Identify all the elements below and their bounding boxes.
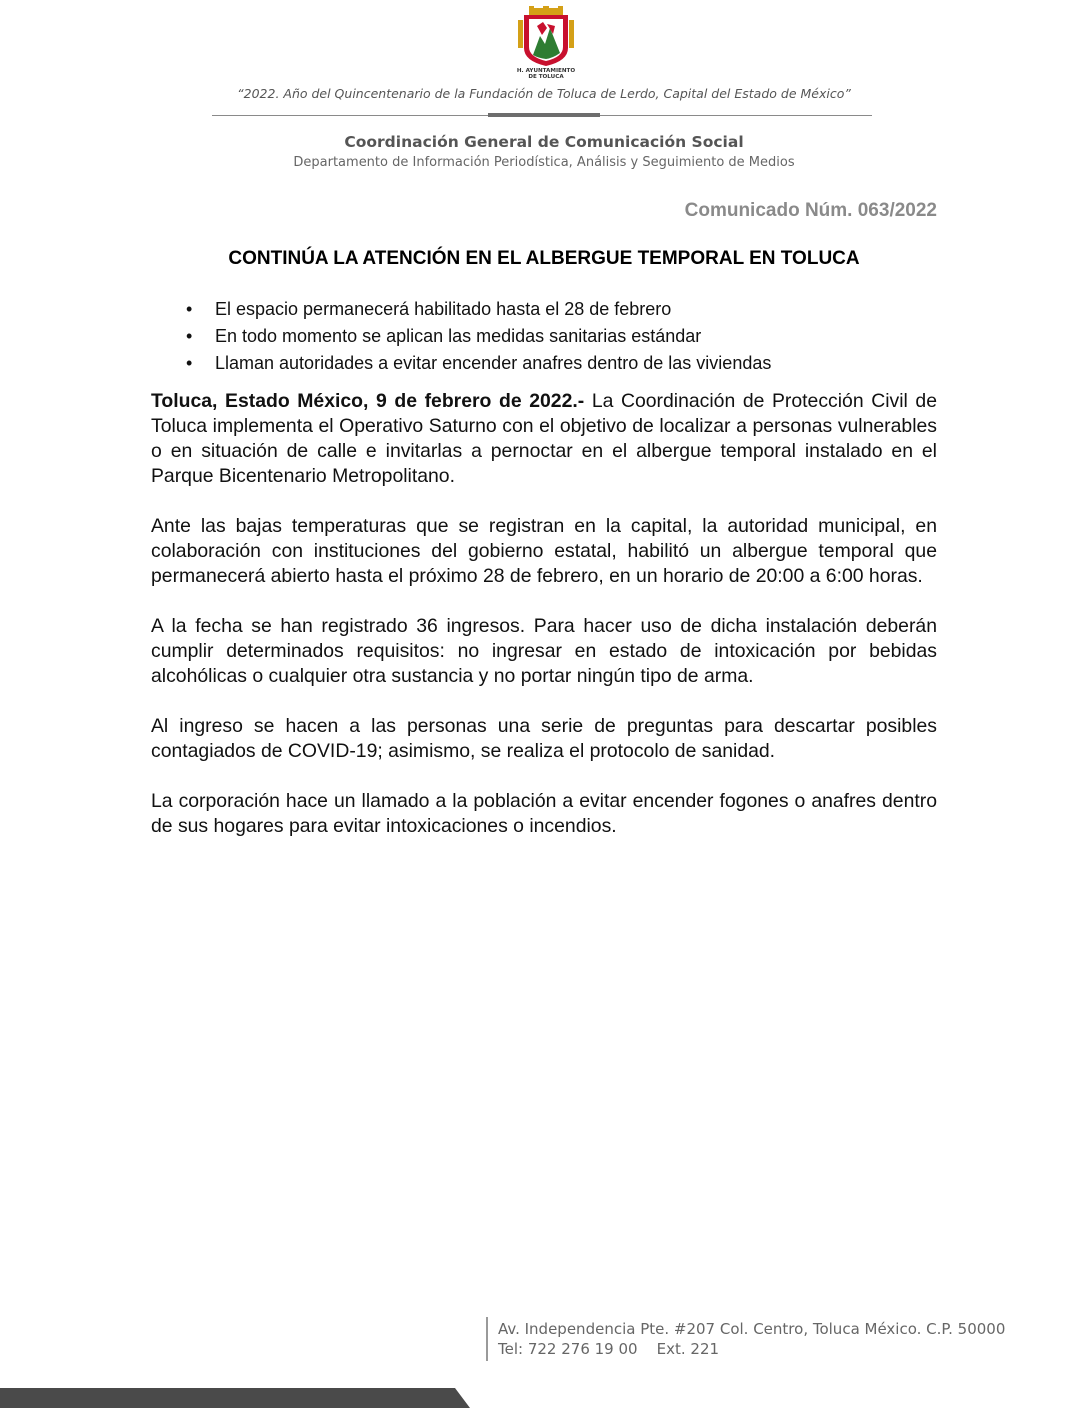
bullet-item	[186, 323, 771, 350]
bullet-text: Llaman autoridades a evitar encender anafres dentro de las viviendas	[215, 353, 772, 373]
bullet-icon: •	[186, 326, 193, 346]
bullet-item	[186, 350, 771, 377]
paragraph: A la fecha se han registrado 36 ingresos. Para hacer uso de dicha instalación deberán cumplir determinados requisitos: no ingresar en estado de intoxicación por bebidas alcohólicas o cualquier otra sustancia y no portar ningún tipo de arma.	[151, 615, 937, 687]
footer-divider	[486, 1317, 488, 1361]
communique-number: Comunicado Núm. 063/2022	[684, 200, 937, 221]
dateline: Toluca, Estado México, 9 de febrero de 2022.-	[151, 390, 585, 412]
article-body	[151, 389, 937, 864]
footer-phone: Tel: 722 276 19 00 Ext. 221	[498, 1340, 720, 1358]
headline: CONTINÚA LA ATENCIÓN EN EL ALBERGUE TEMPORAL EN TOLUCA	[228, 248, 860, 269]
paragraph	[151, 389, 937, 489]
bullet-icon: •	[186, 299, 193, 319]
bullet-text: En todo momento se aplican las medidas sanitarias estándar	[215, 326, 702, 346]
bullet-icon: •	[186, 353, 193, 373]
department-subtitle: Departamento de Información Periodística, Análisis y Seguimiento de Medios	[293, 155, 795, 170]
logo-text-2: DE TOLUCA	[528, 74, 564, 80]
paragraph: Al ingreso se hacen a las personas una serie de preguntas para descartar posibles contagiados de COVID-19; asimismo, se realiza el protocolo de sanidad.	[151, 715, 937, 762]
paragraph: La corporación hace un llamado a la población a evitar encender fogones o anafres dentro de sus hogares para evitar intoxicaciones o incendios.	[151, 790, 937, 837]
bullet-item	[186, 296, 771, 323]
year-motto: “2022. Año del Quincentenario de la Fundación de Toluca de Lerdo, Capital del Estado de México”	[237, 86, 851, 101]
department-title: Coordinación General de Comunicación Social	[344, 133, 744, 151]
toluca-coat-of-arms-logo	[510, 6, 582, 80]
summary-bullet-list	[186, 296, 771, 377]
footer-band	[0, 1388, 470, 1408]
paragraph: Ante las bajas temperaturas que se registran en la capital, la autoridad municipal, en colaboración con instituciones del gobierno estatal, habilitó un albergue temporal que permanecerá abierto hasta el próximo 28 de febrero, en un horario de 20:00 a 6:00 horas.	[151, 515, 937, 587]
footer-address: Av. Independencia Pte. #207 Col. Centro, Toluca México. C.P. 50000	[498, 1320, 1006, 1338]
paragraph-text: La Coordinación de Protección Civil de Toluca implementa el Operativo Saturno con el objetivo de localizar a personas vulnerables o en situación de calle e invitarlas a pernoctar en el albergue temporal instalado en el Parque Bicentenario Metropolitano.	[151, 390, 937, 487]
bullet-text: El espacio permanecerá habilitado hasta el 28 de febrero	[215, 299, 672, 319]
logo-text: H. AYUNTAMIENTO	[516, 68, 576, 74]
header-divider-accent	[488, 113, 600, 117]
